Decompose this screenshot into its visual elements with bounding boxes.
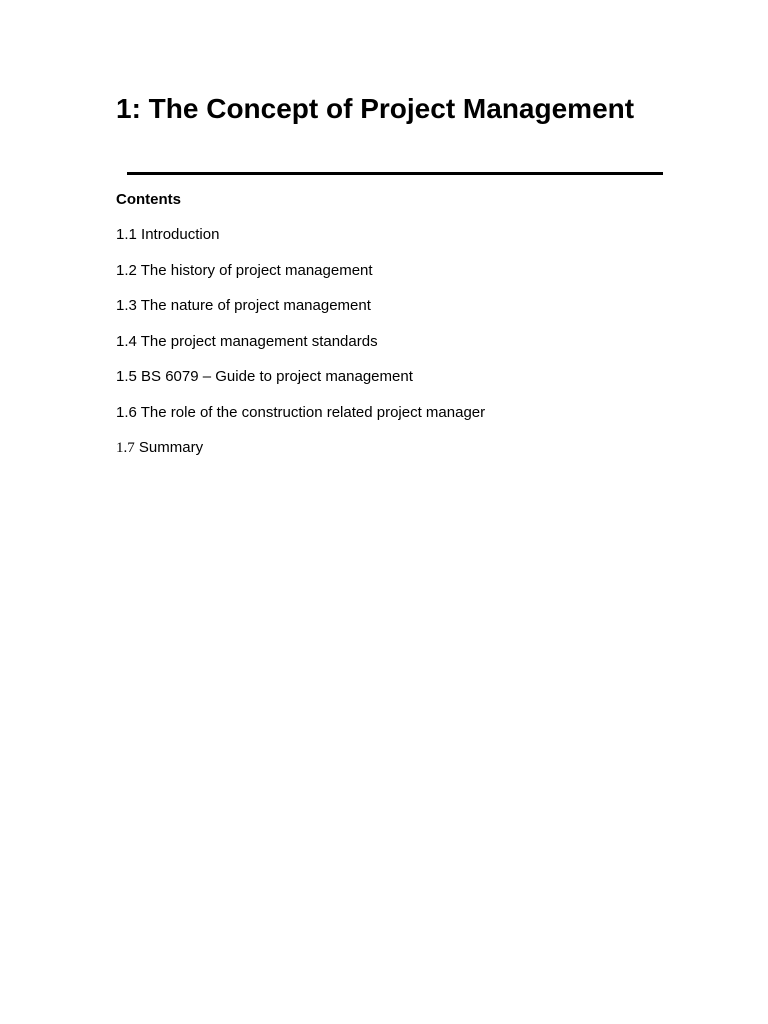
toc-item-title: The project management standards xyxy=(140,332,378,350)
toc-item-title: The role of the construction related project manager xyxy=(140,403,486,421)
toc-item-number: 1.5 xyxy=(116,368,137,385)
toc-item-1-6 xyxy=(116,404,485,440)
contents-heading: Contents xyxy=(116,191,181,208)
toc-item-title: Introduction xyxy=(141,226,220,243)
toc-item-number: 1.1 xyxy=(116,226,137,243)
chapter-title: 1: The Concept of Project Management xyxy=(116,93,635,124)
toc-item-title: The history of project management xyxy=(140,261,373,279)
toc-item-number: 1.4 xyxy=(116,332,137,350)
toc-item-1-3 xyxy=(116,297,485,333)
toc-item-title: The nature of project management xyxy=(140,297,371,314)
title-divider xyxy=(127,172,663,175)
toc-item-1-7 xyxy=(116,439,485,475)
toc-item-number: 1.6 xyxy=(116,403,137,421)
toc-item-1-1 xyxy=(116,226,485,262)
toc-item-1-4 xyxy=(116,333,485,369)
toc-item-number: 1.7 xyxy=(116,440,135,456)
toc-item-number: 1.3 xyxy=(116,297,137,314)
toc-item-number: 1.2 xyxy=(116,261,137,279)
toc-item-1-2 xyxy=(116,262,485,298)
toc-item-title: Summary xyxy=(138,439,204,456)
toc-item-title: BS 6079 – Guide to project management xyxy=(141,368,413,385)
toc-item-1-5 xyxy=(116,368,485,404)
table-of-contents xyxy=(116,226,485,475)
